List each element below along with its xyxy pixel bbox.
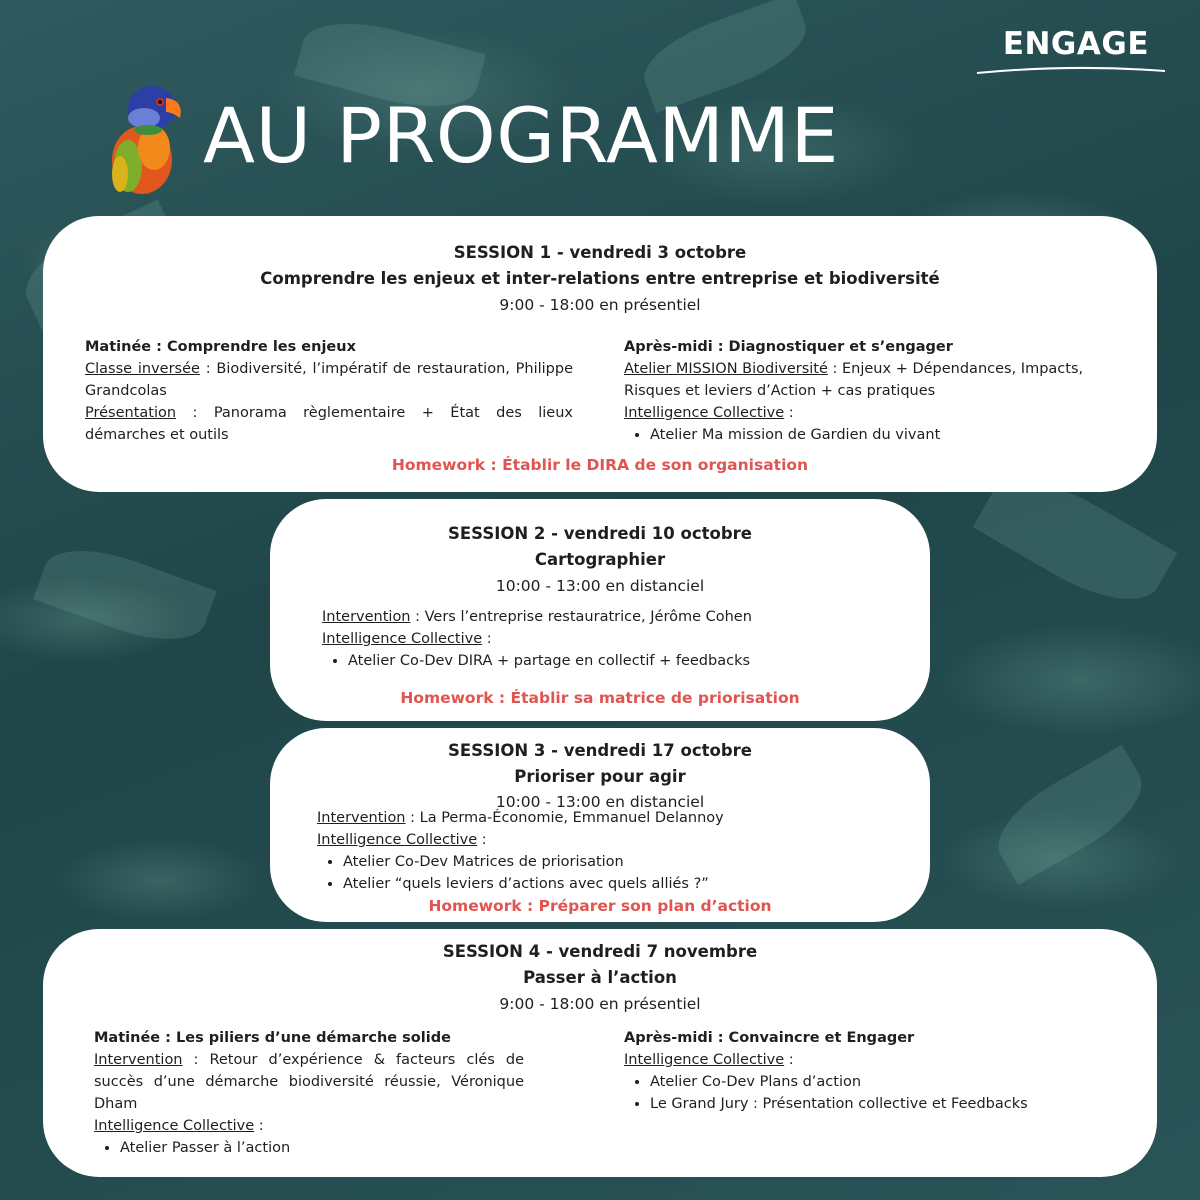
morning-column [85, 336, 573, 446]
background-leaf [983, 745, 1157, 886]
column-heading: Matinée : Comprendre les enjeux [85, 339, 356, 355]
item-label: Intelligence Collective [624, 405, 785, 421]
item-label: Intelligence Collective [94, 1118, 255, 1134]
page-title: AU PROGRAMME [203, 91, 840, 180]
session-card-1 [43, 216, 1157, 492]
session-subtitle: Comprendre les enjeux et inter-relations entre entreprise et biodiversité [260, 269, 940, 288]
homework-text: Homework : Préparer son plan d’action [428, 897, 772, 915]
item-text: : La Perma-Économie, Emmanuel Delannoy [405, 810, 724, 826]
list-item: • Atelier Ma mission de Gardien du vivant [650, 424, 1124, 446]
list-item: • Le Grand Jury : Présentation collective et Feedbacks [650, 1093, 1124, 1115]
program-item [85, 358, 573, 402]
bullet-list [317, 851, 897, 895]
item-text: : [477, 832, 487, 848]
item-label: Classe inversée [85, 361, 200, 377]
item-text: : [784, 1052, 794, 1068]
bullet-list [624, 1071, 1124, 1115]
item-label: Intervention [94, 1052, 183, 1068]
item-label: Intervention [317, 810, 406, 826]
item-text: : Retour d’expérience & facteurs clés de succès d’une démarche biodiversité réussie, Véronique Dham [94, 1052, 524, 1112]
list-item: • Atelier Co-Dev Plans d’action [650, 1071, 1124, 1093]
program-item [624, 358, 1124, 402]
item-text: : Biodiversité, l’impératif de restauration, Philippe Grandcolas [85, 361, 573, 399]
item-label: Atelier MISSION Biodiversité [624, 361, 828, 377]
column-heading: Après-midi : Convaincre et Engager [624, 1030, 915, 1046]
program-item [322, 606, 902, 628]
item-label: Intelligence Collective [322, 631, 483, 647]
bullet-list [322, 650, 902, 672]
homework-text: Homework : Établir le DIRA de son organisation [391, 456, 809, 474]
session-content [322, 606, 902, 672]
session-title: SESSION 4 - vendredi 7 novembre [442, 942, 758, 961]
program-item [322, 628, 902, 650]
session-title: SESSION 2 - vendredi 10 octobre [448, 524, 752, 543]
item-label: Présentation [85, 405, 177, 421]
afternoon-column [624, 336, 1124, 446]
list-item: • Atelier Co-Dev DIRA + partage en collectif + feedbacks [348, 650, 902, 672]
item-label: Intelligence Collective [624, 1052, 785, 1068]
list-item: • Atelier Co-Dev Matrices de priorisation [343, 851, 897, 873]
homework-text: Homework : Établir sa matrice de priorisation [400, 689, 800, 707]
bullet-list [624, 424, 1124, 446]
session-time: 9:00 - 18:00 en présentiel [499, 995, 701, 1013]
list-item: • Atelier “quels leviers d’actions avec quels alliés ?” [343, 873, 897, 895]
column-heading: Matinée : Les piliers d’une démarche solide [94, 1030, 451, 1046]
program-item [94, 1049, 524, 1115]
session-card-3 [270, 728, 930, 922]
session-title: SESSION 3 - vendredi 17 octobre [448, 741, 752, 760]
item-text: : Enjeux + Dépendances, Impacts, Risques et leviers d’Action + cas pratiques [624, 361, 1084, 399]
item-text: : [784, 405, 794, 421]
session-subtitle: Prioriser pour agir [514, 767, 686, 786]
item-text: : [254, 1118, 264, 1134]
session-time: 10:00 - 13:00 en distanciel [495, 577, 705, 595]
session-title: SESSION 1 - vendredi 3 octobre [453, 243, 747, 262]
session-time: 10:00 - 13:00 en distanciel [495, 793, 705, 811]
item-label: Intervention [322, 609, 411, 625]
item-text: : Vers l’entreprise restauratrice, Jérôme Cohen [410, 609, 752, 625]
morning-column [94, 1027, 524, 1159]
session-content [317, 807, 897, 895]
column-heading: Après-midi : Diagnostiquer et s’engager [624, 339, 953, 355]
list-item: • Atelier Passer à l’action [120, 1137, 524, 1159]
program-item [624, 402, 1124, 424]
bullet-list [94, 1137, 524, 1159]
session-subtitle: Passer à l’action [523, 968, 677, 987]
session-time: 9:00 - 18:00 en présentiel [499, 296, 701, 314]
program-item [624, 1049, 1124, 1071]
program-item [85, 402, 573, 446]
session-card-4 [43, 929, 1157, 1177]
parrot-icon [98, 78, 190, 196]
item-text: : [482, 631, 492, 647]
session-subtitle: Cartographier [534, 550, 666, 569]
afternoon-column [624, 1027, 1124, 1115]
brand-name: ENGAGE [1002, 26, 1149, 62]
brand-logo [975, 26, 1167, 76]
program-item [317, 807, 897, 829]
background-leaf [33, 533, 217, 657]
swoosh-icon [975, 64, 1167, 76]
program-item [94, 1115, 524, 1137]
program-item [317, 829, 897, 851]
session-card-2 [270, 499, 930, 721]
item-label: Intelligence Collective [317, 832, 478, 848]
item-text: : Panorama règlementaire + État des lieux démarches et outils [85, 405, 573, 443]
